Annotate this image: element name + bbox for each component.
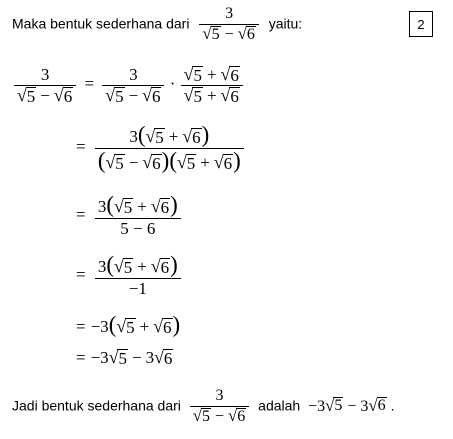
step-2: = 3( √ 5 + √ 6 ) ( √ 5 − √ 6 )( √ 5 + √ 6 ) — [76, 124, 244, 173]
fraction-denominator: √ 5 − √ 6 — [202, 24, 255, 43]
sqrt-6: √ 6 — [237, 24, 255, 43]
fraction-numerator: 3 — [225, 5, 234, 22]
conclusion-fraction: 3 √ 5 − √ 6 — [190, 388, 249, 426]
step-4: = 3( √ 5 + √ 6 ) −1 — [76, 254, 181, 298]
step-1 — [14, 66, 243, 105]
multiply-dot: · — [169, 74, 176, 94]
conclusion-prefix: Jadi bentuk sederhana dari — [12, 397, 181, 414]
lhs-fraction: 3 √ 5 − √ 6 — [14, 66, 76, 105]
step-6: = −3 √ 5 − 3 √ 6 — [76, 347, 173, 368]
sqrt-5: √ 5 — [202, 24, 220, 43]
intro-text: Maka bentuk sederhana dari — [12, 15, 190, 32]
conclusion-middle: adalah — [258, 397, 301, 414]
problem-number-badge: 2 — [409, 11, 433, 37]
intro-line — [12, 6, 302, 44]
conjugate-fraction: √ 5 + √ 6 √ 5 + √ 6 — [181, 66, 243, 105]
rhs-fraction-1: 3 √ 5 − √ 6 — [102, 66, 164, 105]
conclusion-line — [12, 388, 394, 426]
intro-fraction — [199, 6, 258, 44]
step-3: = 3( √ 5 + √ 6 ) 5 − 6 — [76, 194, 181, 238]
conclusion-end: . — [390, 397, 395, 414]
intro-suffix: yaitu: — [268, 15, 303, 32]
equals-sign: = — [84, 74, 95, 94]
step-5: = −3( √ 5 + √ 6 ) — [76, 312, 181, 337]
conclusion-answer: −3 √ 5 − 3 √ 6 — [308, 395, 386, 415]
